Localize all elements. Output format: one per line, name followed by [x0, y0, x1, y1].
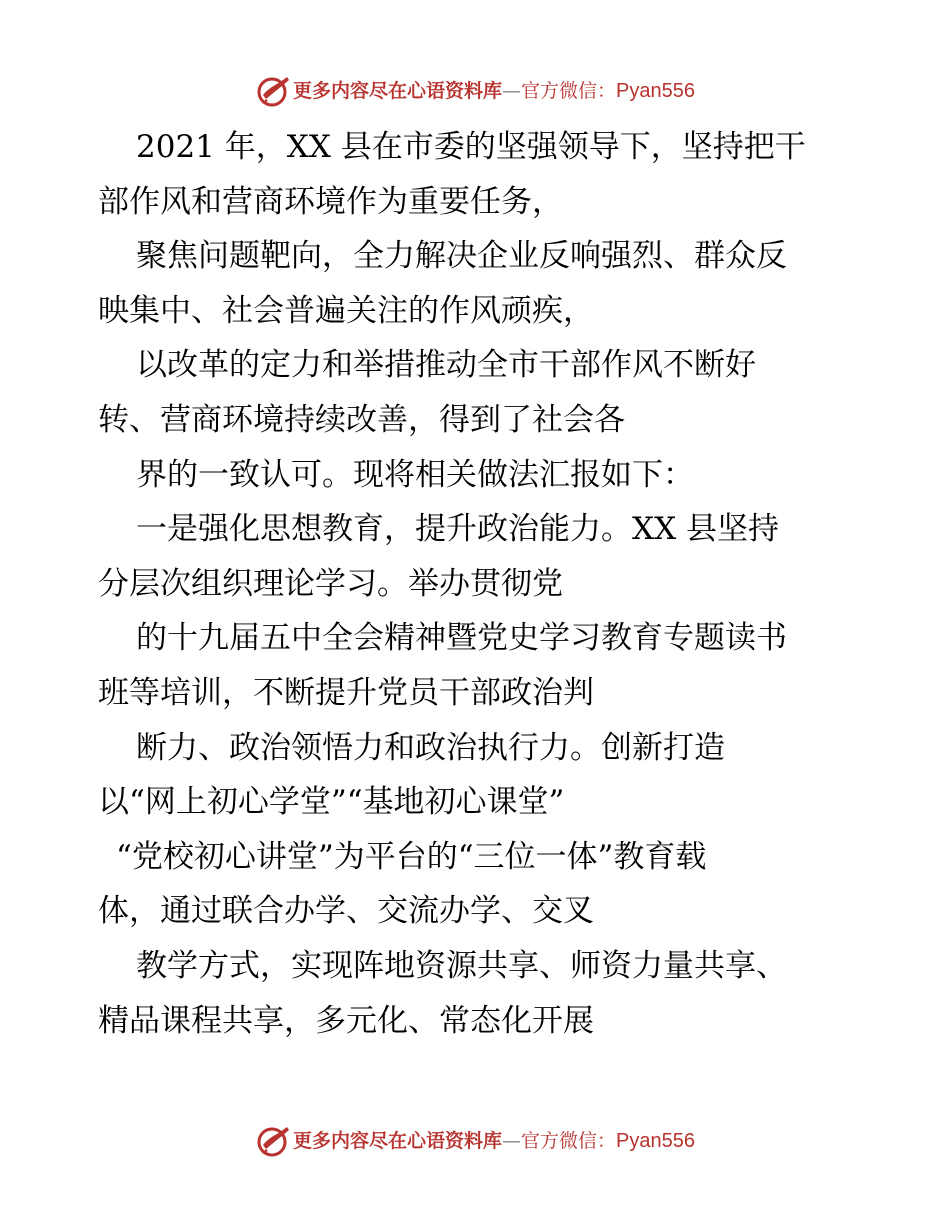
- banner-title: 更多内容尽在心语资料库: [293, 1130, 503, 1152]
- banner-dash: —: [502, 1130, 522, 1152]
- text-line: 的十九届五中全会精神暨党史学习教育专题读书: [136, 620, 787, 657]
- banner-dash: —: [502, 80, 522, 102]
- text-line: 映集中、社会普遍关注的作风顽疾，: [98, 292, 594, 329]
- text-line: 体，通过联合办学、交流办学、交叉: [98, 893, 594, 930]
- banner-contact-label: 官方微信：: [521, 1130, 617, 1152]
- text-line: 部作风和营商环境作为重要任务，: [98, 183, 563, 220]
- text-line: 精品课程共享，多元化、常态化开展: [98, 1002, 594, 1039]
- text-line: 以“网上初心学堂”“基地初心课堂”: [98, 784, 565, 821]
- document-body: [98, 120, 858, 1048]
- text-line: 断力、政治领悟力和政治执行力。创新打造: [136, 729, 725, 766]
- text-line: 教学方式，实现阵地资源共享、师资力量共享、: [136, 947, 787, 984]
- footer-banner: [0, 1121, 950, 1161]
- banner-contact-label: 官方微信：: [521, 80, 617, 102]
- header-banner: [0, 71, 950, 111]
- text-line: 转、营商环境持续改善，得到了社会各: [98, 401, 625, 438]
- brush-pen-logo-icon: [255, 73, 291, 109]
- text-line: 以改革的定力和举措推动全市干部作风不断好: [136, 347, 756, 384]
- text-line: 2021 年，XX 县在市委的坚强领导下，坚持把干: [136, 129, 806, 165]
- text-line: “党校初心讲堂”为平台的“三位一体”教育载: [116, 838, 707, 875]
- brush-pen-logo-icon: [255, 1123, 291, 1159]
- banner-contact-id: Pyan556: [616, 1130, 695, 1152]
- text-line: 一是强化思想教育，提升政治能力。XX 县坚持: [136, 511, 779, 548]
- text-line: 班等培训，不断提升党员干部政治判: [98, 674, 594, 711]
- banner-title: 更多内容尽在心语资料库: [293, 80, 503, 102]
- banner-contact-id: Pyan556: [616, 80, 695, 102]
- text-line: 界的一致认可。现将相关做法汇报如下：: [136, 456, 694, 493]
- text-line: 聚焦问题靶向，全力解决企业反响强烈、群众反: [136, 238, 787, 275]
- text-line: 分层次组织理论学习。举办贯彻党: [98, 565, 563, 602]
